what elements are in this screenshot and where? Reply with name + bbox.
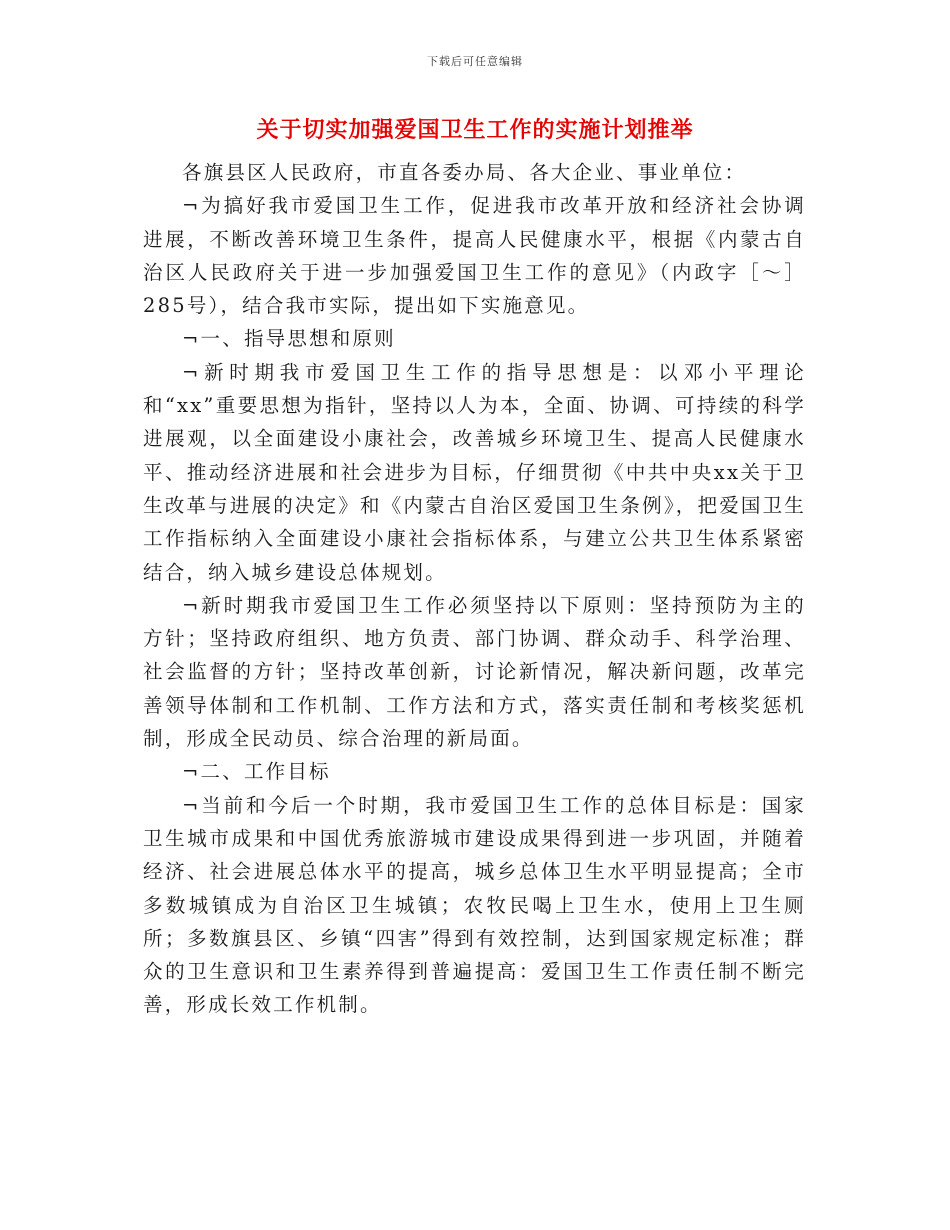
body-paragraph: ¬当前和今后一个时期，我市爱国卫生工作的总体目标是：国家卫生城市成果和中国优秀旅游城市建设成果得到进一步巩固，并随着经济、社会进展总体水平的提高，城乡总体卫生水平明显提高；全市多数城镇成为自治区卫生城镇；农牧民喝上卫生水，使用上卫生厕所；多数旗县区、乡镇“四害”得到有效控制，达到国家规定标准；群众的卫生意识和卫生素养得到普遍提高：爱国卫生工作责任制不断完善，形成长效工作机制。 <box>143 793 806 1017</box>
document-body <box>143 156 806 1022</box>
body-paragraph: ¬新时期我市爱国卫生工作必须坚持以下原则：坚持预防为主的方针；坚持政府组织、地方负责、部门协调、群众动手、科学治理、社会监督的方针；坚持改革创新，讨论新情况，解决新问题，改革完善领导体制和工作机制、工作方法和方式，落实责任制和考核奖惩机制，形成全民动员、综合治理的新局面。 <box>143 593 806 751</box>
intro-paragraph: ¬为搞好我市爱国卫生工作，促进我市改革开放和经济社会协调进展，不断改善环境卫生条件，提高人民健康水平，根据《内蒙古自治区人民政府关于进一步加强爱国卫生工作的意见》（内政字［～］285号），结合我市实际，提出如下实施意见。 <box>143 194 806 318</box>
body-paragraph: ¬新时期我市爱国卫生工作的指导思想是：以邓小平理论和“xx”重要思想为指针，坚持以人为本，全面、协调、可持续的科学进展观，以全面建设小康社会，改善城乡环境卫生、提高人民健康水平、推动经济进展和社会进步为目标，仔细贯彻《中共中央xx关于卫生改革与进展的决定》和《内蒙古自治区爱国卫生条例》，把爱国卫生工作指标纳入全面建设小康社会指标体系，与建立公共卫生体系紧密结合，纳入城乡建设总体规划。 <box>143 360 806 584</box>
document-title: 关于切实加强爱国卫生工作的实施计划推举 <box>256 117 694 143</box>
section-heading: ¬一、指导思想和原则 <box>182 327 396 351</box>
header-note: 下载后可任意编辑 <box>427 55 523 68</box>
section-heading: ¬二、工作目标 <box>182 760 331 784</box>
salutation-paragraph: 各旗县区人民政府，市直各委办局、各大企业、事业单位： <box>182 161 747 184</box>
